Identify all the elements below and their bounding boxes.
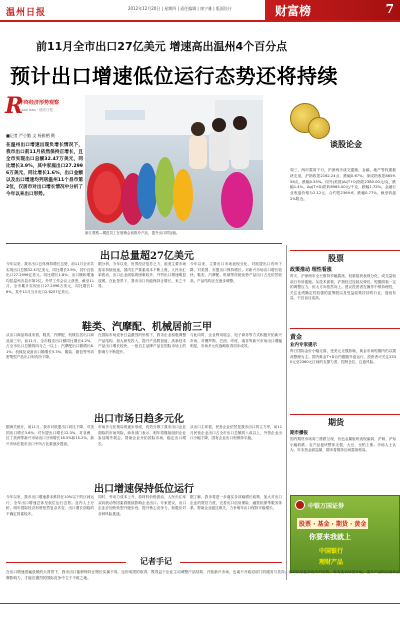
photo-scene <box>85 95 263 230</box>
section1-col3: 今年以来，主要出口市场表现分化，对欧盟出口有所下降，对美国、东盟出口保持增长，对新兴市场出口增长较快。鞋类、汽摩配、机械等传统优势产品出口占比依然较高，产品结构正在逐步调整。 <box>190 262 282 283</box>
section1-title: 出口总量超27亿美元 <box>100 251 194 262</box>
page-number: 7 <box>385 2 394 16</box>
stock-talk-title: 谈股论金 <box>330 139 362 149</box>
section-title: 财富榜 <box>275 4 312 18</box>
gold-rule <box>290 328 400 329</box>
bank-line-1: 股票 · 基金 · 期货 · 黄金 <box>297 518 368 529</box>
futures-rule <box>290 414 400 415</box>
section3-col3: 从出口主体看，民营企业依然是我市出口的主力军，前11月民营企业出口占全市出口总额的八成以上，外资企业出口小幅下降，国有企业出口则保持平稳。 <box>190 425 282 441</box>
section4-col1: 今年以来，我市出口增速基本维持在10%以下的区间运行，全年出口增速总体呈低位运行态势。业内人士分析，明年国际经济形势依然复杂多变，出口增长面临的不确定因素较多。 <box>6 495 94 516</box>
section1-rule <box>6 243 282 244</box>
bank-line-4: 理财产品 <box>319 559 344 566</box>
paper-logo: 温州日报 <box>6 8 47 18</box>
main-photo <box>85 95 263 230</box>
section1-col1: 今年以来，我市出口总体保持增长态势，前11月全市共实现出口总额32.47亿美元，同比增长3.9%，其中自营出口27.2996亿美元，同比增长1.6%，出口额和增速均居温州各县市第2位。外贸工作会议上获悉，截至11月，全市累计实现出口27.2996万美元，同比增长1.6%，其中11月当月出口2.6257亿美元。 <box>6 262 94 294</box>
banner-sub: ruian bao · 瑞安日报 <box>19 108 53 112</box>
footer-rule <box>0 603 400 604</box>
date-line: 2012年12月20日 | 星期四 | 责任编辑 | 康宁雅 | 版面设计 <box>128 6 232 11</box>
section4-col3: 据了解，我市将进一步落实各项稳增长政策，加大对出口企业的帮扶力度，完善出口信用保险、融资担保等服务体系，帮助企业渡过难关，力争明年出口保持平稳增长。 <box>190 495 282 511</box>
note-rule-right <box>180 562 282 563</box>
stock-subheading: 政策推动 理性看涨 <box>290 267 332 273</box>
stock-body: 昨天，沪深两市全天维持窄幅震荡，权重板块表现分化，成交量较前日有所萎缩。从技术面看，沪指经过连续反弹后，短期面临一定的调整压力，但大方向依然向上。建议投资者在操作中保持理性，关注业绩确定性较强的蓝筹股以及受益政策扶持的行业，逢低布局，不宜盲目追高。 <box>290 274 396 301</box>
section3-col2: 市场多元化格局的逐步形成，有效分散了我市出口企业面临的市场风险。商务部门表示，明年将继续组织企业参加境外展会，帮助企业开拓国际市场，稳定出口增长。 <box>98 425 186 446</box>
bank-ad[interactable] <box>290 495 400 573</box>
stock-talk-logo <box>290 95 400 165</box>
bank-line-2: 你要来我就上 <box>309 533 351 541</box>
section2-title: 鞋类、汽摩配、机械居前三甲 <box>82 322 212 333</box>
section2-col3: 与此同时，企业利用展会、电子商务等方式积极开拓新兴市场，对俄罗斯、巴西、印度、南非等新兴市场出口增幅明显，市场多元化战略取得初步成效。 <box>190 333 282 349</box>
section1-col2: 据分析，今年以来，世界经济复苏乏力，欧美主要市场需求持续低迷，国内生产要素成本不断上涨，人民币汇率波动，出口企业面临的困难较多，外贸出口增速明显放缓。在此背景下，我市出口仍能保持正增长，来之不易。 <box>98 262 186 289</box>
headline-kicker: 前11月全市出口27亿美元 增速高出温州4个百分点 <box>36 40 288 53</box>
column-divider <box>286 245 287 580</box>
section2-col2: 在国际市场竞争日益激烈的形势下，我市企业积极调整产品结构，加大研发投入，提升产品附加值，高新技术产品出口增长较快，一批自主品牌产品在国际市场上的影响力不断提升。 <box>98 333 186 354</box>
section2-col1: 从出口商品构成来看，鞋类、汽摩配、机械位居出口商品前三甲。前11月，全市鞋类出口额同比增长4.2%，占全市出口总额的四分之一以上；汽摩配出口额增长8.1%；机械及设备出口额增长5.3%；服装、箱包等劳动密集型产品出口则有所下降。 <box>6 333 94 360</box>
bank-logo-icon <box>295 500 305 510</box>
futures-subheading: 期市播报 <box>290 431 308 436</box>
banner-letter: R <box>5 93 24 119</box>
gold-subheading: 业内专家提示 <box>290 343 317 348</box>
stock-rule <box>290 250 400 251</box>
futures-heading: 期货 <box>328 418 344 427</box>
bank-name: 中银万国证券 <box>308 503 345 510</box>
lead-paragraph: 在温州出口增速出现负增长情况下，我市出口前11月依然保持正增长，且全市实现出口总额32.47万美元，同比增长3.9%，其中家庭出口27.2996万美元，同比增长1.6%，出口金额以及出口增速均列居温州11个县市第2位，仅居市对出口增长情况中分析了今年以来出口形势。 <box>6 143 83 197</box>
photo-caption: 新江观察—模范员工在展销会前推介产品，提升出口附加值。 <box>85 231 180 235</box>
stock-heading: 股票 <box>328 254 344 263</box>
section-banner <box>265 0 400 20</box>
masthead <box>0 0 400 30</box>
banner-title: 年终经济形势观察 <box>19 100 60 106</box>
gold-heading: 黄金 <box>290 334 303 341</box>
section4-title: 出口增速保持低位运行 <box>94 484 194 495</box>
byline: ■记者 严小勤 文 杨雅栖 摄 <box>6 133 55 138</box>
section3-title: 出口市场日趋多元化 <box>94 414 184 425</box>
section4-col2: 同时，劳动力成本上升、原材料价格波动、人民币汇率双向波动等因素将继续影响企业出口。专家建议，出口企业应加快转型升级步伐，提升核心竞争力，积极应对各种风险挑战。 <box>98 495 186 516</box>
note-rule-left <box>6 562 126 563</box>
gold-body: 昨日国际金价小幅走弱，受美元走强影响，黄金市场短期内仍以震荡整理为主。国内黄金T+D合约跟随外盘运行，投资者可关注2330元至2360元区间的支撑力度，控制仓位，注意风险。 <box>290 349 396 365</box>
note-title: 记者手记 <box>140 556 172 566</box>
market-summary: 周三，两市震荡下行，沪深两市成交萎缩，金融、地产等权重板块走低，沪指收报2162.24点，跌幅0.67%；深成指收报8659.58点，跌幅0.55%。同外(美国)Ai(T+0)指报2380.00元/克，跌幅1.4%。Ag(T+D)报收6985.00元/千克，跌幅1.72%。金融行业收盘价格为2.12元，合约报2369.6，跌幅0.77%，截至收盘2%附近。 <box>290 168 396 201</box>
mast-rule <box>0 20 400 22</box>
section3-col1: 据海关统计，前11月，我市对欧盟出口同比下降，对美国出口增长3.6%；对东盟出口增长12.3%，对非洲、拉丁美洲等新兴市场出口分别增长18.5%和15.2%，新兴市场在我市出口中所占比重逐步提高。 <box>6 425 94 446</box>
note-body: 在出口增速普遍放缓的大背景下，我市出口能够保持正增长实属不易。这份成绩的取得，既得益于企业主动调整产品结构、开拓新兴市场，也离不开政府部门的服务与扶持。面对依然复杂的外贸形势，唯有加快转型升级，提升产品附加值和品牌影响力，才能在激烈的国际竞争中立于不败之地。 <box>6 570 400 580</box>
column-banner <box>5 95 83 127</box>
coin-icon-2 <box>308 117 330 139</box>
futures-body: 国内期货市场周三涨跌互现，有色金属板块表现偏弱，沪铜、沪铝小幅收跌；农产品板块整体走强，大豆、豆粕上涨。市场人士认为，年末资金面趋紧，期市将维持区间震荡格局。 <box>290 437 396 453</box>
bank-line-3: 中国银行 <box>319 548 344 555</box>
headline-main: 预计出口增速低位运行态势还将持续 <box>10 64 338 88</box>
